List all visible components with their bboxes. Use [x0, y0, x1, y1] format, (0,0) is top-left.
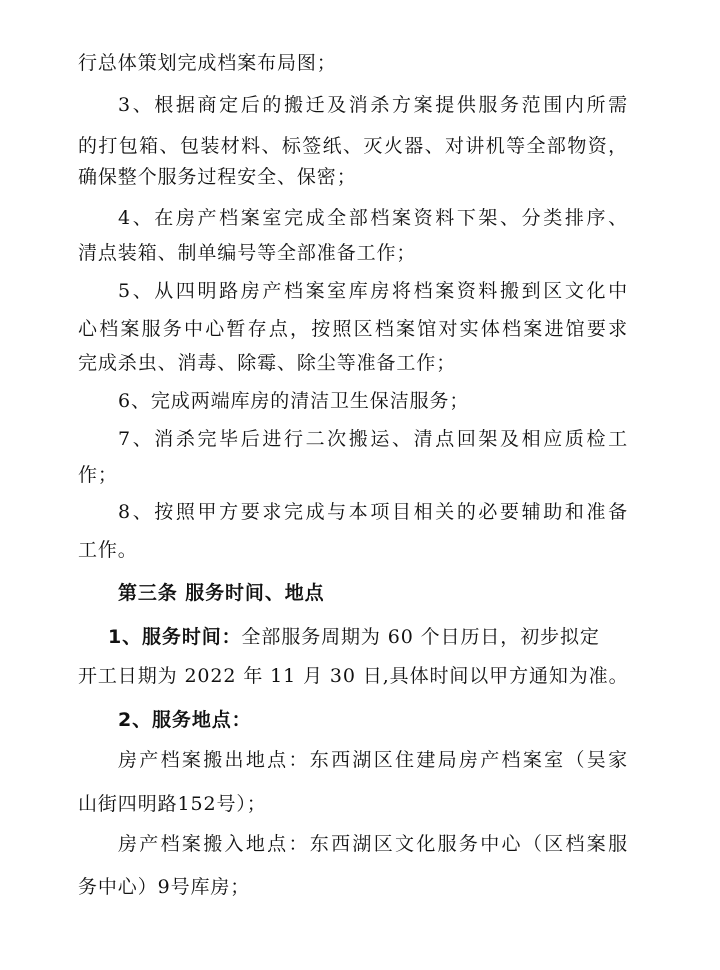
section-heading: 第三条 服务时间、地点 [118, 582, 325, 604]
body-line: 确保整个服务过程安全、保密； [78, 166, 357, 188]
body-line: 行总体策划完成档案布局图； [78, 52, 337, 74]
service-place-label: 2、服务地点： [118, 709, 252, 731]
body-line: 作； [78, 464, 118, 486]
list-item-6: 6、完成两端库房的清洁卫生保洁服务； [118, 390, 470, 412]
service-time-line-2: 开工日期为 2022 年 11 月 30 日,具体时间以甲方通知为准。 [78, 665, 629, 687]
list-item-5: 5、从四明路房产档案室库房将档案资料搬到区文化中 [118, 280, 628, 302]
list-item-7: 7、消杀完毕后进行二次搬运、清点回架及相应质检工 [118, 428, 628, 450]
move-out-location: 房产档案搬出地点：东西湖区住建局房产档案室（吴家 [118, 749, 628, 771]
service-time-text: 全部服务周期为 60 个日历日，初步拟定 [241, 626, 600, 648]
body-line: 心档案服务中心暂存点，按照区档案馆对实体档案进馆要求 [78, 318, 628, 340]
list-item-4: 4、在房产档案室完成全部档案资料下架、分类排序、 [118, 207, 628, 229]
body-line: 的打包箱、包装材料、标签纸、灭火器、对讲机等全部物资， [78, 135, 628, 157]
move-in-location-2: 务中心）9号库房； [78, 876, 251, 898]
service-time-line [0, 624, 720, 650]
body-line: 工作。 [78, 539, 138, 561]
list-item-3: 3、根据商定后的搬迁及消杀方案提供服务范围内所需 [118, 94, 628, 116]
service-time-label: 1、服务时间： [108, 626, 242, 648]
list-item-8: 8、按照甲方要求完成与本项目相关的必要辅助和准备 [118, 501, 628, 523]
body-line: 清点装箱、制单编号等全部准备工作； [78, 242, 417, 264]
body-line: 完成杀虫、消毒、除霉、除尘等准备工作； [78, 352, 457, 374]
move-out-location-2: 山街四明路152号）； [78, 793, 267, 815]
move-in-location: 房产档案搬入地点：东西湖区文化服务中心（区档案服 [118, 833, 628, 855]
